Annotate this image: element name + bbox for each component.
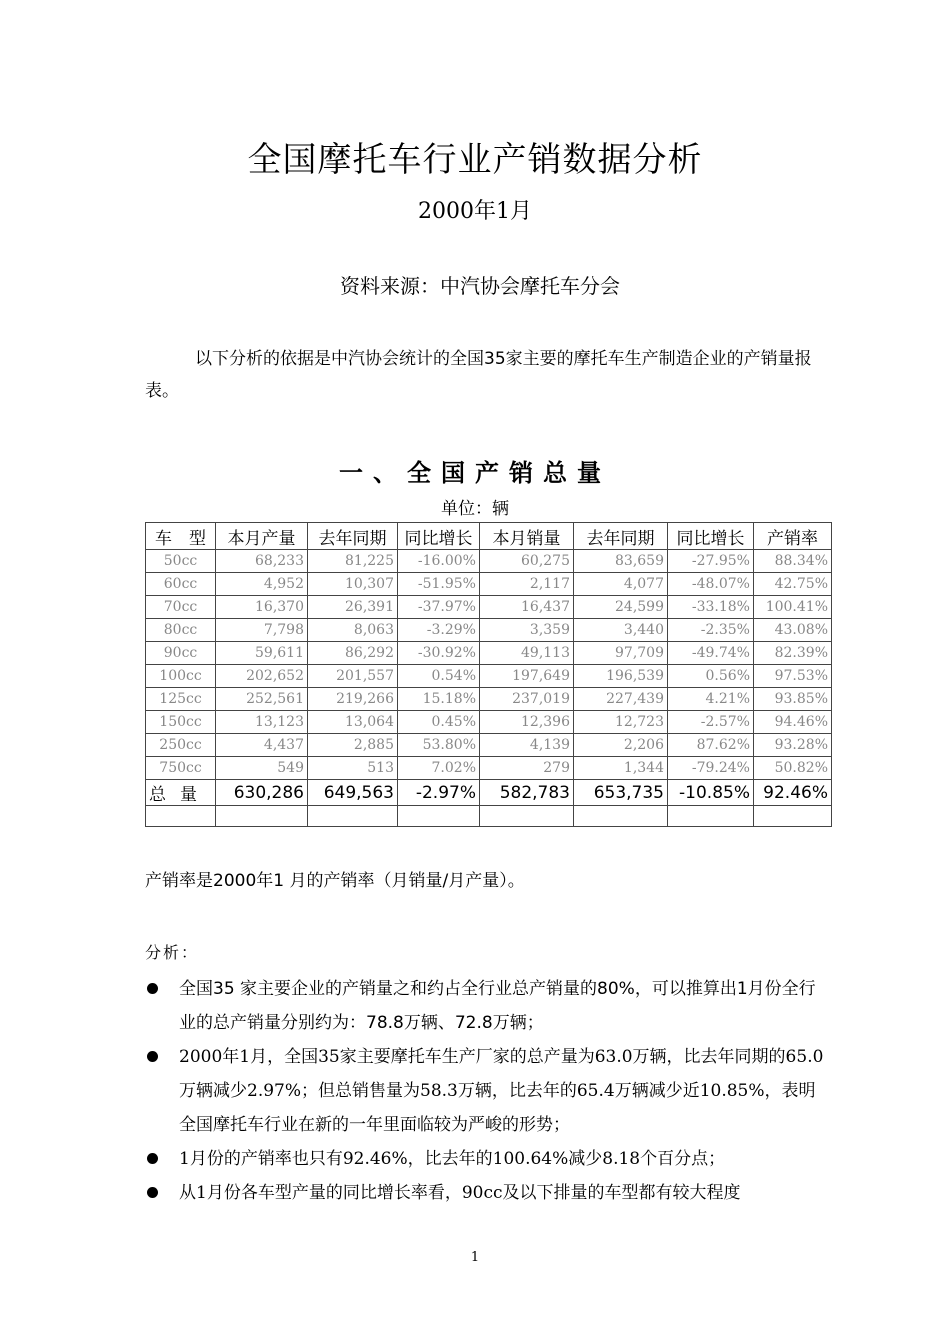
table-cell: -3.29% [398, 619, 480, 642]
table-row [146, 757, 832, 780]
table-cell [308, 806, 398, 827]
table-cell: 279 [480, 757, 574, 780]
table-cell: 252,561 [216, 688, 308, 711]
table-cell: 201,557 [308, 665, 398, 688]
table-cell: 60,275 [480, 550, 574, 573]
table-cell: -27.95% [668, 550, 754, 573]
table-cell: 10,307 [308, 573, 398, 596]
table-cell: 649,563 [308, 780, 398, 806]
table-cell: 68,233 [216, 550, 308, 573]
table-cell: 13,064 [308, 711, 398, 734]
table-cell: -33.18% [668, 596, 754, 619]
table-cell: -48.07% [668, 573, 754, 596]
bullet-text: 2000年1月，全国35家主要摩托车生产厂家的总产量为63.0万辆，比去年同期的65.0万辆减少2.97%；但总销售量为58.3万辆，比去年的65.4万辆减少近10.85%，表明全国摩托车行业在新的一年里面临较为严峻的形势； [179, 1047, 824, 1135]
vehicle-type-cell: 150cc [146, 711, 216, 734]
table-cell: 2,206 [574, 734, 668, 757]
table-cell: -16.00% [398, 550, 480, 573]
table-cell: 15.18% [398, 688, 480, 711]
table-cell: -49.74% [668, 642, 754, 665]
table-cell: 43.08% [754, 619, 832, 642]
table-cell: -51.95% [398, 573, 480, 596]
table-cell: 197,649 [480, 665, 574, 688]
table-cell: 4,437 [216, 734, 308, 757]
list-item [145, 972, 825, 1040]
table-cell: 50.82% [754, 757, 832, 780]
table-cell: 87.62% [668, 734, 754, 757]
header-cell: 本月产量 [216, 523, 308, 550]
vehicle-type-cell: 125cc [146, 688, 216, 711]
table-cell [398, 806, 480, 827]
table-row [146, 711, 832, 734]
table-cell: 86,292 [308, 642, 398, 665]
vehicle-type-cell: 100cc [146, 665, 216, 688]
note-text: 产销率是2000年1 月的产销率（月销量/月产量）。 [145, 871, 525, 891]
vehicle-type-cell: 90cc [146, 642, 216, 665]
table-row [146, 665, 832, 688]
table-cell: 12,723 [574, 711, 668, 734]
table-cell: 196,539 [574, 665, 668, 688]
header-cell: 产销率 [754, 523, 832, 550]
bullet-icon [147, 1153, 158, 1164]
table-cell: 4,139 [480, 734, 574, 757]
table-cell: 0.54% [398, 665, 480, 688]
intro-paragraph: 以下分析的依据是中汽协会统计的全国35家主要的摩托车生产制造企业的产销量报表。 [145, 349, 812, 401]
data-source: 资料来源：中汽协会摩托车分会 [340, 274, 620, 298]
table-cell [668, 806, 754, 827]
page-number: 1 [470, 1250, 480, 1265]
vehicle-type-cell: 总量 [146, 780, 216, 806]
sales-table [145, 522, 832, 827]
table-cell: 42.75% [754, 573, 832, 596]
table-cell: 7,798 [216, 619, 308, 642]
table-cell: 582,783 [480, 780, 574, 806]
table-cell: 13,123 [216, 711, 308, 734]
vehicle-type-cell [146, 806, 216, 827]
table-cell: 92.46% [754, 780, 832, 806]
page-title: 全国摩托车行业产销数据分析 [247, 140, 703, 180]
table-cell: 2,117 [480, 573, 574, 596]
table-row [146, 734, 832, 757]
bullet-text: 全国35 家主要企业的产销量之和约占全行业总产销量的80%，可以推算出1月份全行业的总产销量分别约为：78.8万辆、72.8万辆； [179, 979, 816, 1033]
header-cell: 本月销量 [480, 523, 574, 550]
table-cell: -2.97% [398, 780, 480, 806]
table-cell: 97.53% [754, 665, 832, 688]
table-total-row [146, 780, 832, 806]
table-cell [480, 806, 574, 827]
list-item [145, 1176, 825, 1210]
header-cell: 同比增长 [668, 523, 754, 550]
analysis-label: 分析： [145, 943, 200, 962]
report-date: 2000年1月 [418, 199, 532, 224]
section-title: 一、全国产销总量 [339, 459, 611, 487]
unit-label: 单位：辆 [441, 499, 509, 519]
table-cell: 653,735 [574, 780, 668, 806]
table-row [146, 619, 832, 642]
table-cell: -2.57% [668, 711, 754, 734]
table-row [146, 596, 832, 619]
vehicle-type-cell: 70cc [146, 596, 216, 619]
table-cell: 53.80% [398, 734, 480, 757]
header-cell: 同比增长 [398, 523, 480, 550]
bullet-text: 1月份的产销率也只有92.46%，比去年的100.64%减少8.18个百分点； [179, 1149, 726, 1169]
vehicle-type-cell: 80cc [146, 619, 216, 642]
bullet-icon [147, 1187, 158, 1198]
table-cell: 16,437 [480, 596, 574, 619]
table-cell: 1,344 [574, 757, 668, 780]
table-cell: 8,063 [308, 619, 398, 642]
table-cell: 513 [308, 757, 398, 780]
table-cell: 59,611 [216, 642, 308, 665]
header-cell: 车 型 [146, 523, 216, 550]
table-cell: 4,952 [216, 573, 308, 596]
table-cell: -30.92% [398, 642, 480, 665]
table-cell: 93.28% [754, 734, 832, 757]
table-cell: 16,370 [216, 596, 308, 619]
table-row [146, 573, 832, 596]
table-row [146, 642, 832, 665]
table-cell: 81,225 [308, 550, 398, 573]
vehicle-type-cell: 50cc [146, 550, 216, 573]
table-cell: 97,709 [574, 642, 668, 665]
table-cell: 82.39% [754, 642, 832, 665]
list-item [145, 1040, 825, 1142]
table-cell: 227,439 [574, 688, 668, 711]
bullet-icon [147, 983, 158, 994]
table-cell: 3,359 [480, 619, 574, 642]
table-cell [754, 806, 832, 827]
table-header-row [146, 523, 832, 550]
header-cell: 去年同期 [574, 523, 668, 550]
vehicle-type-cell: 750cc [146, 757, 216, 780]
vehicle-type-cell: 250cc [146, 734, 216, 757]
table-cell: 93.85% [754, 688, 832, 711]
table-cell: 94.46% [754, 711, 832, 734]
table-cell: 7.02% [398, 757, 480, 780]
table-cell: 0.45% [398, 711, 480, 734]
table-cell: 4,077 [574, 573, 668, 596]
table-cell: 219,266 [308, 688, 398, 711]
table-cell: 202,652 [216, 665, 308, 688]
table-cell [216, 806, 308, 827]
table-row [146, 550, 832, 573]
bullet-text: 从1月份各车型产量的同比增长率看，90cc及以下排量的车型都有较大程度 [179, 1183, 741, 1203]
table-cell: 237,019 [480, 688, 574, 711]
table-cell: 3,440 [574, 619, 668, 642]
table-cell: 12,396 [480, 711, 574, 734]
table-cell: 0.56% [668, 665, 754, 688]
bullet-icon [147, 1051, 158, 1062]
table-cell: 24,599 [574, 596, 668, 619]
vehicle-type-cell: 60cc [146, 573, 216, 596]
table-cell: 49,113 [480, 642, 574, 665]
analysis-list [145, 972, 825, 1210]
table-cell: 549 [216, 757, 308, 780]
header-cell: 去年同期 [308, 523, 398, 550]
table-empty-row [146, 806, 832, 827]
table-cell: 630,286 [216, 780, 308, 806]
table-cell: 88.34% [754, 550, 832, 573]
table-row [146, 688, 832, 711]
table-cell: 83,659 [574, 550, 668, 573]
table-cell: -10.85% [668, 780, 754, 806]
table-cell: 4.21% [668, 688, 754, 711]
table-cell: 100.41% [754, 596, 832, 619]
table-cell: -2.35% [668, 619, 754, 642]
table-cell: 26,391 [308, 596, 398, 619]
table-cell: 2,885 [308, 734, 398, 757]
table-cell [574, 806, 668, 827]
list-item [145, 1142, 825, 1176]
table-cell: -37.97% [398, 596, 480, 619]
table-cell: -79.24% [668, 757, 754, 780]
